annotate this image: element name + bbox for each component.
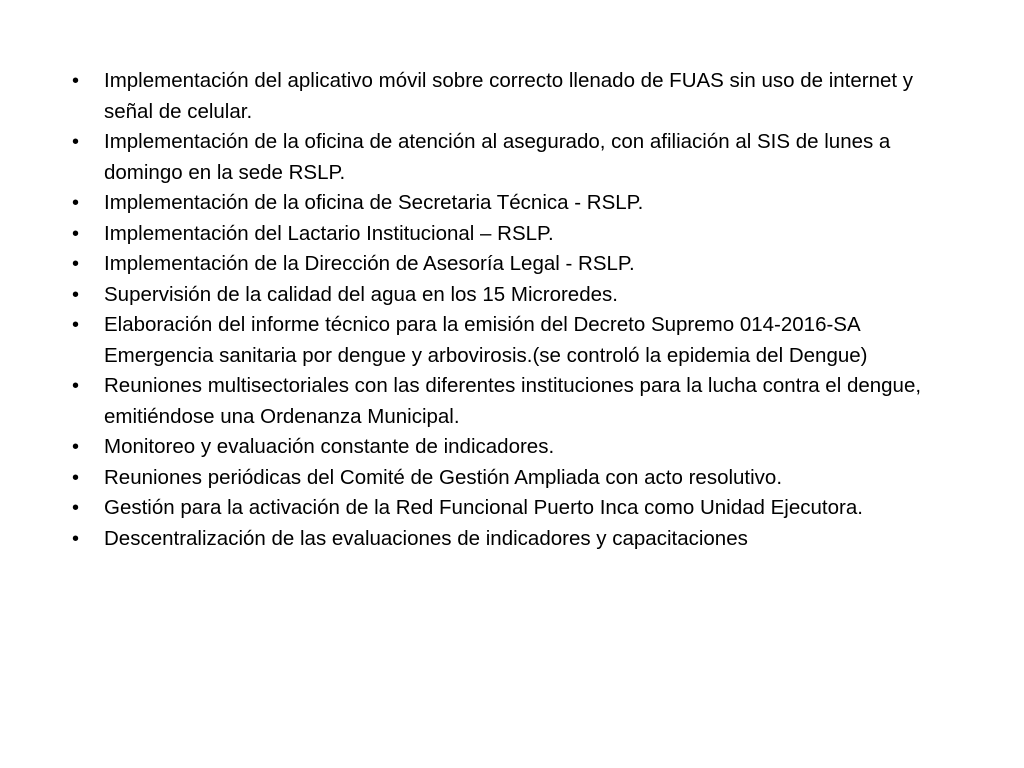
list-item xyxy=(70,249,950,280)
bullet-icon: • xyxy=(72,497,80,519)
list-item xyxy=(70,432,950,463)
bullet-icon: • xyxy=(72,466,80,489)
bullet-icon: • xyxy=(72,70,80,92)
list-item xyxy=(70,188,950,219)
bullet-icon: • xyxy=(72,222,80,245)
list-item xyxy=(70,493,950,524)
list-item-text: Supervisión de la calidad del agua en los 15 Microredes. xyxy=(104,282,618,306)
list-item-text: Implementación de la Dirección de Asesoría Legal - RSLP. xyxy=(104,252,635,275)
list-item-text: Gestión para la activación de la Red Funcional Puerto Inca como Unidad Ejecutora. xyxy=(104,496,863,519)
list-item-text: Implementación de la oficina de Secretaria Técnica - RSLP. xyxy=(104,191,644,214)
list-item-text: Reuniones periódicas del Comité de Gestión Ampliada con acto resolutivo. xyxy=(104,465,783,489)
list-item xyxy=(70,219,950,250)
list-item xyxy=(70,371,950,432)
list-item-text: Descentralización de las evaluaciones de indicadores y capacitaciones xyxy=(104,526,748,550)
list-item xyxy=(70,66,950,127)
bullet-icon: • xyxy=(72,131,80,153)
list-item-text: Implementación de la oficina de atención al asegurado, con afiliación al SIS de lunes a domingo en la sede RSLP. xyxy=(104,130,891,184)
bullet-icon: • xyxy=(72,314,80,336)
list-item-text: Monitoreo y evaluación constante de indicadores. xyxy=(104,435,555,458)
bullet-icon: • xyxy=(72,253,80,275)
list-item xyxy=(70,524,950,555)
list-item-text: Reuniones multisectoriales con las diferentes instituciones para la lucha contra el dengue, emitiéndose una Ordenanza Municipal. xyxy=(104,374,922,428)
bullet-icon: • xyxy=(72,436,80,458)
list-item xyxy=(70,463,950,494)
bullet-icon: • xyxy=(72,527,80,550)
bullet-list xyxy=(70,66,950,554)
list-item xyxy=(70,310,950,371)
bullet-icon: • xyxy=(72,192,80,214)
list-item-text: Implementación del Lactario Institucional – RSLP. xyxy=(104,221,554,245)
list-item xyxy=(70,127,950,188)
list-item xyxy=(70,280,950,311)
list-item-text: Elaboración del informe técnico para la emisión del Decreto Supremo 014-2016-SA Emergencia sanitaria por dengue y arbovirosis.(se controló la epidemia del Dengue) xyxy=(104,313,868,367)
list-item-text: Implementación del aplicativo móvil sobre correcto llenado de FUAS sin uso de internet y señal de celular. xyxy=(104,69,914,123)
bullet-icon: • xyxy=(72,375,80,397)
bullet-icon: • xyxy=(72,283,80,306)
